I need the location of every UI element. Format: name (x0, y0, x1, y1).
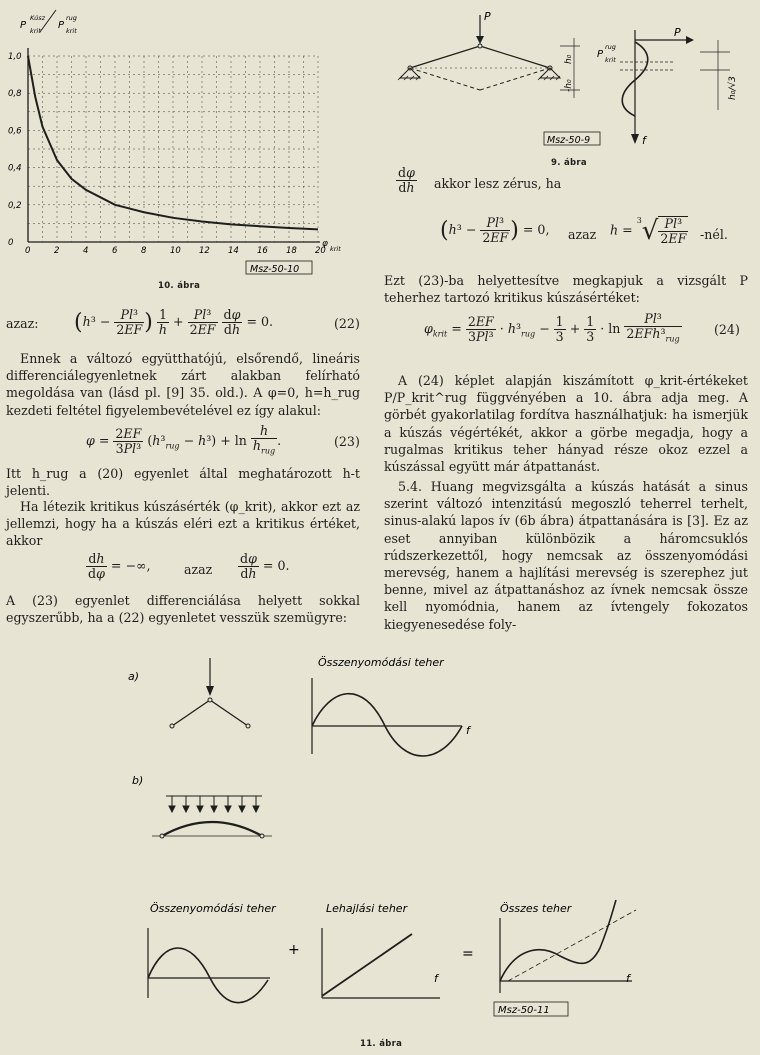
fig11-top-title: Összenyomódási teher (318, 656, 444, 669)
figure-9 (390, 0, 760, 170)
fig9-dim-h0: h₀ (564, 54, 574, 64)
svg-text:rug: rug (605, 43, 616, 51)
right-paragraph-1: Ezt (23)-ba helyettesítve megkapjuk a vizsgált P teherhez tartozó kritikus kúszásértéket: (384, 273, 748, 306)
left-paragraph-1: Ennek a változó együtthatójú, elsőrendő, lineáris differenciálegyenletnek zárt alakban felírható megoldása van (lásd pl. [9] 35. old.). A φ=0, h=h_rug kezdeti feltétel figyelembevételével ez így alakul: (6, 351, 360, 418)
equation-22-number: (22) (334, 316, 360, 331)
x-tick-label: 14 (228, 246, 239, 256)
svg-text:f: f (626, 972, 630, 985)
x-tick-label: 8 (141, 246, 147, 256)
equation-22-body: (h³ − $\frac{\text{Pl³}}{2EF}$ ) $\frac{1}{h}$ + $\frac{\text{Pl³}}{2EF}$ $\frac{d\varphi}{dh}$ = 0. (74, 307, 274, 337)
left-paragraph-4: A (23) egyenlet differenciálása helyett sokkal egyszerűbb, ha a (22) egyenletet vesszük szemügyre: (6, 593, 360, 626)
y-tick-label: 0,8 (8, 89, 22, 100)
fig9-dim-ratio: h₀/√3 (728, 76, 738, 100)
figure-11 (0, 648, 760, 1055)
x-tick-label: 18 (286, 246, 297, 256)
x-tick-label: 12 (199, 246, 210, 256)
equation-23-body: φ = $\frac{2EF}{\text{3Pl³}}$ $(h^3_{rug} - h^3) + \ln$ $\frac{h}{h_{rug}}$ . (86, 423, 282, 456)
equation-infinity: $\frac{dh}{d\varphi}$ = −∞, azaz $\frac{d\varphi}{dh}$ = 0. (88, 551, 290, 581)
y-tick-label: 0,2 (8, 200, 22, 211)
fig11-bottom-line-2 (322, 934, 412, 996)
fig11-bottom-title-1: Összenyomódási teher (150, 902, 276, 915)
equation-h-azaz: azaz (568, 227, 597, 242)
fig9-p-label: P (674, 26, 681, 39)
fig11-stamp: Msz-50-11 (498, 1005, 550, 1016)
equation-h-root: (h³ − $\frac{\text{Pl³}}{2EF}$ ) = 0, azaz h = $^3$√ $\frac{\text{Pl³}}{2EF}$ -nél. (440, 215, 728, 246)
dphi-dh-line: $\frac{d\varphi}{dh}$ akkor lesz zérus, ha (398, 165, 562, 195)
fig11-a-curve (312, 694, 462, 756)
fig11-bottom-title-3: Összes teher (500, 902, 572, 915)
fig11-a-bar-left (172, 700, 210, 726)
hinge-top (478, 44, 482, 48)
fig11-equals: = (462, 946, 474, 962)
fig11-a-load-arrow (206, 686, 214, 696)
fig11-bottom-title-2: Lehajlási teher (326, 902, 408, 915)
figure-9-caption: 9. ábra (551, 158, 587, 168)
chart-plot-area (8, 48, 326, 256)
support-hatch (398, 76, 560, 80)
y-tick-label: 0 (8, 238, 14, 248)
fig11-bottom-curve-1 (148, 948, 268, 1003)
equation-23 (6, 424, 368, 458)
figure-11-caption: 11. ábra (360, 1039, 403, 1049)
chart-stamp: Msz-50-10 (250, 264, 300, 275)
fig9-dim-neg-h0: -h₀ (564, 79, 574, 92)
fig11-a-bar-right (210, 700, 248, 726)
x-tick-label: 6 (112, 246, 118, 256)
right-paragraph-3: 5.4. Huang megvizsgálta a kúszás hatását a sinus szerint változó intenzitású megoszló teherrel terhelt, sinus-alakú lapos ív (6b ábra) átpattanására is [3]. Ez az eset annyiban különbözik a háromcsuklós rúdszerkezettől, hogy nemcsak az összenyomódási merevség, hanem a hajlítási merevség is szerephez jut benne, mivel az átpattanáshoz az ívnek nemcsak össze kell nyomódnia, hanem az ívtengely fokozatos kiegyenesedése foly- (384, 479, 748, 632)
equation-22 (6, 307, 368, 344)
equation-23-number: (23) (334, 434, 360, 449)
chart-ylabel: P (20, 20, 27, 31)
svg-text:f: f (434, 972, 438, 985)
chart-ylabel-2-sub: krit (66, 27, 77, 35)
x-tick-label: 16 (257, 246, 268, 256)
equation-24: $\varphi_{krit}$ = $\frac{2EF}{\text{3Pl³}}$ · $h^3_{rug}$ − $\frac{1}{3}$ + $\frac{1}{3}$ · ln $\frac{\text{Pl³}}{2EFh^3_{rug}}$ (24) (424, 311, 740, 344)
fig11-plus: + (288, 942, 300, 958)
fig11-a-f-label: f (466, 724, 470, 737)
figure-10-chart (0, 0, 380, 300)
x-tick-label: 10 (170, 246, 181, 256)
equation-infinity-azaz: azaz (184, 562, 213, 577)
y-tick-label: 0,6 (8, 126, 22, 137)
azaz-label: azaz: (6, 316, 39, 331)
x-tick-label: 0 (25, 246, 31, 256)
chart-ylabel-sub: krit (30, 27, 41, 35)
y-tick-label: 0,4 (8, 163, 22, 174)
fig9-ylabel: P (597, 49, 604, 60)
x-tick-label: 2 (54, 246, 60, 256)
chart-xlabel-sub: krit (330, 245, 341, 253)
chart-xlabel: φ (322, 239, 328, 249)
left-paragraph-2: Itt h_rug a (20) egyenlet által meghatározott h-t jelenti. (6, 466, 360, 499)
fig11-a-label: a) (128, 670, 140, 683)
right-paragraph-2: A (24) képlet alapján kiszámított φ_krit-értékeket P/P_krit^rug függvényében a 10. ábra adja meg. A görbét gyakorlatilag fordítva használhatjuk: ha ismerjük a kúszás végértékét, akkor a görbe megadja, hogy a rugalmas kritikus teher hányad része okoz ezzel a kúszással együtt már átpattanást. (384, 373, 748, 475)
chart-ylabel-2-sup: rug (66, 14, 77, 22)
fig11-b-load-arrows (169, 796, 259, 812)
fig11-b-arch (162, 822, 262, 836)
equation-h-end: -nél. (700, 227, 728, 242)
y-tick-label: 1,0 (8, 52, 22, 62)
left-paragraph-3: Ha létezik kritikus kúszásérték (φ_krit), akkor ezt az jellemzi, hogy ha a kúszás eléri ezt a kritikus értéket, akkor (6, 499, 360, 549)
x-tick-label: 4 (83, 246, 89, 256)
fig9-stamp: Msz-50-9 (547, 135, 591, 146)
fig9-load-label: P (484, 10, 491, 23)
x-tick-label: 20 (315, 246, 326, 256)
fig9-f-label: f (642, 134, 646, 147)
dphi-dh-text: akkor lesz zérus, ha (434, 176, 562, 191)
truss-bar-left (410, 46, 480, 68)
fig11-b-label: b) (132, 774, 144, 787)
load-arrow-head (476, 36, 484, 44)
chart-ylabel-2: P (58, 20, 65, 31)
truss-dashed-left (410, 68, 480, 90)
equation-24-number: (24) (714, 322, 740, 337)
svg-text:krit: krit (605, 56, 616, 64)
truss-bar-right (480, 46, 550, 68)
chart-ylabel-sup: Kúsz (30, 14, 46, 22)
figure-10-caption: 10. ábra (158, 281, 201, 291)
